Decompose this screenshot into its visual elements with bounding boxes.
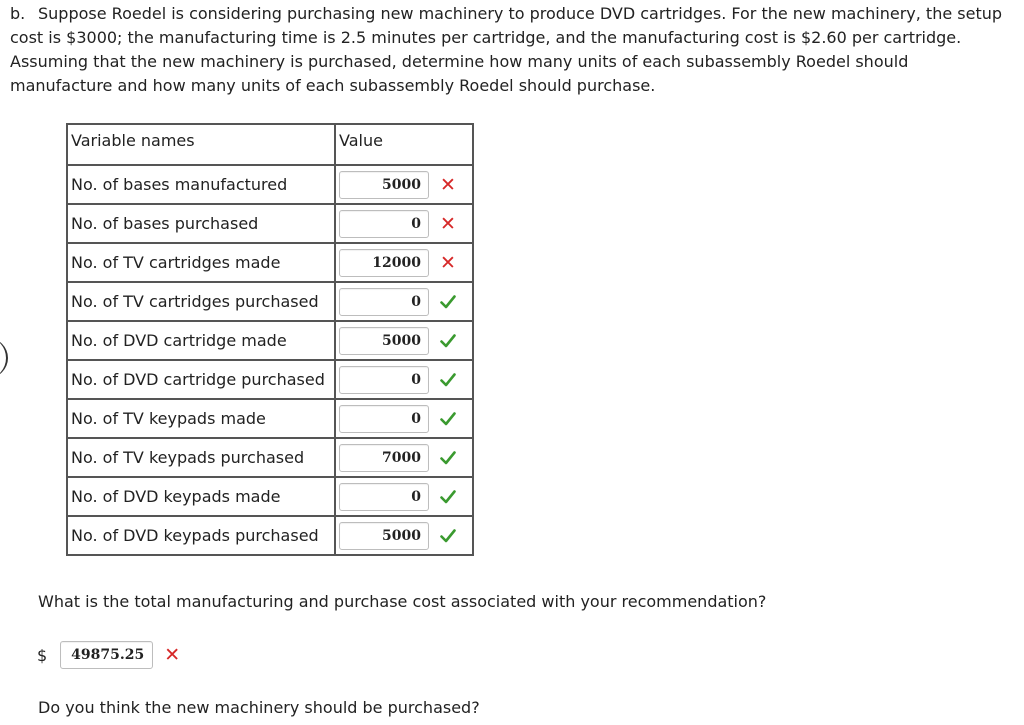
- value-wrap: [339, 366, 472, 394]
- cost-question: What is the total manufacturing and purchase cost associated with your recommendation?: [38, 592, 767, 611]
- variable-value-input[interactable]: [339, 288, 429, 316]
- value-wrap: [339, 288, 472, 316]
- variable-value-cell: [335, 204, 473, 243]
- value-wrap: [339, 249, 472, 277]
- question-b: [10, 2, 1015, 98]
- check-mark-icon: [437, 529, 459, 543]
- check-mark-icon: [437, 334, 459, 348]
- question-text: Suppose Roedel is considering purchasing new machinery to produce DVD cartridges. For the new machinery, the setup cost is $3000; the manufacturing time is 2.5 minutes per cartridge, and the manufacturing cost is $2.60 per cartridge. Assuming that the new machinery is purchased, determine how many units of each subassembly Roedel should manufacture and how many units of each subassembly Roedel should purchase.: [10, 4, 1003, 95]
- variable-value-cell: [335, 165, 473, 204]
- variable-value-cell: [335, 243, 473, 282]
- variable-value-cell: [335, 282, 473, 321]
- variable-value-cell: [335, 360, 473, 399]
- variable-name: No. of DVD cartridge made: [67, 321, 335, 360]
- variable-value-input[interactable]: [339, 171, 429, 199]
- table-row: [67, 321, 473, 360]
- table-row: [67, 165, 473, 204]
- check-mark-icon: [437, 295, 459, 309]
- value-wrap: [339, 483, 472, 511]
- table-row: [67, 438, 473, 477]
- purchase-question: Do you think the new machinery should be purchased?: [38, 698, 480, 717]
- variable-name: No. of bases manufactured: [67, 165, 335, 204]
- variable-name: No. of TV cartridges made: [67, 243, 335, 282]
- variable-name: No. of bases purchased: [67, 204, 335, 243]
- currency-symbol: $: [37, 645, 48, 665]
- table-row: [67, 516, 473, 555]
- x-mark-icon: ✕: [164, 644, 181, 666]
- variable-value-cell: [335, 438, 473, 477]
- variable-value-cell: [335, 321, 473, 360]
- page-edge-bracket: [0, 338, 8, 378]
- table-row: [67, 282, 473, 321]
- variables-table: [66, 123, 474, 556]
- variable-name: No. of DVD cartridge purchased: [67, 360, 335, 399]
- variable-value-cell: [335, 399, 473, 438]
- check-mark-icon: [437, 451, 459, 465]
- x-mark-icon: ✕: [440, 212, 456, 235]
- variable-value-input[interactable]: [339, 483, 429, 511]
- table-row: [67, 399, 473, 438]
- variable-name: No. of DVD keypads purchased: [67, 516, 335, 555]
- value-wrap: [339, 444, 472, 472]
- value-wrap: [339, 522, 472, 550]
- header-value: Value: [335, 124, 473, 165]
- value-wrap: [339, 171, 472, 199]
- variable-value-input[interactable]: [339, 210, 429, 238]
- total-cost-input[interactable]: [60, 641, 153, 669]
- variable-name: No. of DVD keypads made: [67, 477, 335, 516]
- variable-value-cell: [335, 477, 473, 516]
- value-wrap: [339, 405, 472, 433]
- question-label: b.: [10, 4, 26, 23]
- table-row: [67, 360, 473, 399]
- x-mark-icon: ✕: [440, 251, 456, 274]
- table-row: [67, 204, 473, 243]
- variable-value-input[interactable]: [339, 522, 429, 550]
- variable-value-cell: [335, 516, 473, 555]
- table-header-row: [67, 124, 473, 165]
- total-cost-row: [37, 641, 183, 669]
- variable-value-input[interactable]: [339, 405, 429, 433]
- variable-name: No. of TV keypads purchased: [67, 438, 335, 477]
- table-row: [67, 243, 473, 282]
- variable-name: No. of TV keypads made: [67, 399, 335, 438]
- variable-name: No. of TV cartridges purchased: [67, 282, 335, 321]
- x-mark-icon: ✕: [440, 173, 456, 196]
- variable-value-input[interactable]: [339, 327, 429, 355]
- value-wrap: [339, 210, 472, 238]
- header-variable-names: Variable names: [67, 124, 335, 165]
- check-mark-icon: [437, 490, 459, 504]
- variable-value-input[interactable]: [339, 366, 429, 394]
- variable-value-input[interactable]: [339, 249, 429, 277]
- variable-value-input[interactable]: [339, 444, 429, 472]
- value-wrap: [339, 327, 472, 355]
- check-mark-icon: [437, 412, 459, 426]
- check-mark-icon: [437, 373, 459, 387]
- table-row: [67, 477, 473, 516]
